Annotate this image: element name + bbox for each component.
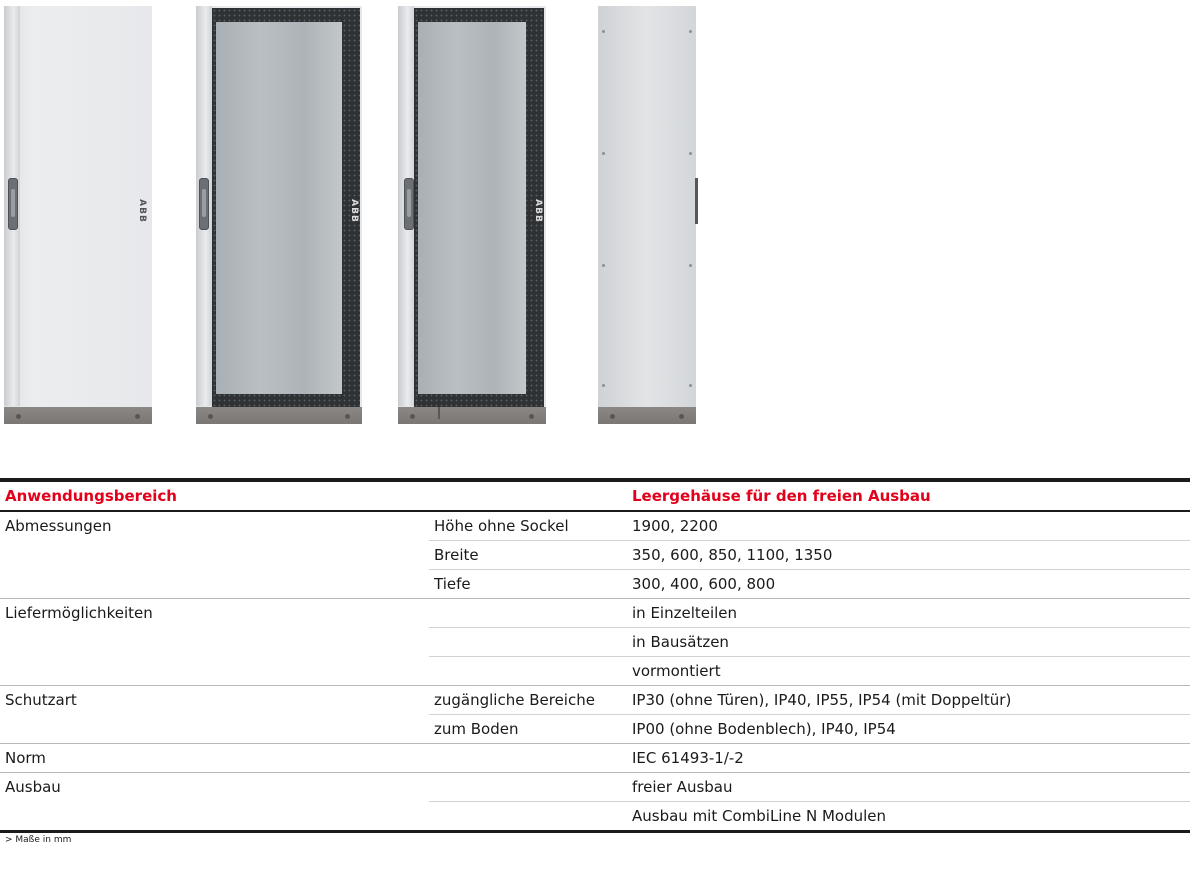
table-row: Abmessungen Höhe ohne Sockel 1900, 2200 <box>5 517 718 536</box>
table-header-row <box>0 482 1190 511</box>
cabinet-glass-door-image <box>196 6 362 424</box>
header-label: Anwendungsbereich <box>0 482 429 511</box>
header-value: Leergehäuse für den freien Ausbau <box>627 482 1190 511</box>
table-row: in Bausätzen <box>0 628 1190 657</box>
table-row: Schutzart zugängliche Bereiche IP30 (ohne Türen), IP40, IP55, IP54 (mit Doppeltür) <box>0 686 1190 715</box>
cabinet-solid-door-image <box>4 6 152 424</box>
table-row: Ausbau freier Ausbau <box>0 773 1190 802</box>
cabinet-glass-door-image <box>398 6 546 424</box>
cabinet-side-wall-image <box>598 6 696 424</box>
table-row: zum Boden IP00 (ohne Bodenblech), IP40, IP54 <box>0 715 1190 744</box>
table-row: Liefermöglichkeiten in Einzelteilen <box>0 599 1190 628</box>
product-images <box>0 0 1200 430</box>
table-row: Breite 350, 600, 850, 1100, 1350 <box>0 541 1190 570</box>
table-row: Tiefe 300, 400, 600, 800 <box>0 570 1190 599</box>
table-row: vormontiert <box>0 657 1190 686</box>
footnote: > Maße in mm <box>5 835 72 845</box>
spec-table <box>0 482 1190 833</box>
abb-logo: ABB <box>348 199 359 223</box>
door-handle-icon <box>8 178 18 230</box>
door-handle-icon <box>404 178 414 230</box>
table-row: Norm IEC 61493-1/-2 <box>0 744 1190 773</box>
table-row: Ausbau mit CombiLine N Modulen <box>0 802 1190 832</box>
abb-logo: ABB <box>136 199 147 223</box>
door-handle-icon <box>199 178 209 230</box>
abb-logo: ABB <box>532 199 543 223</box>
